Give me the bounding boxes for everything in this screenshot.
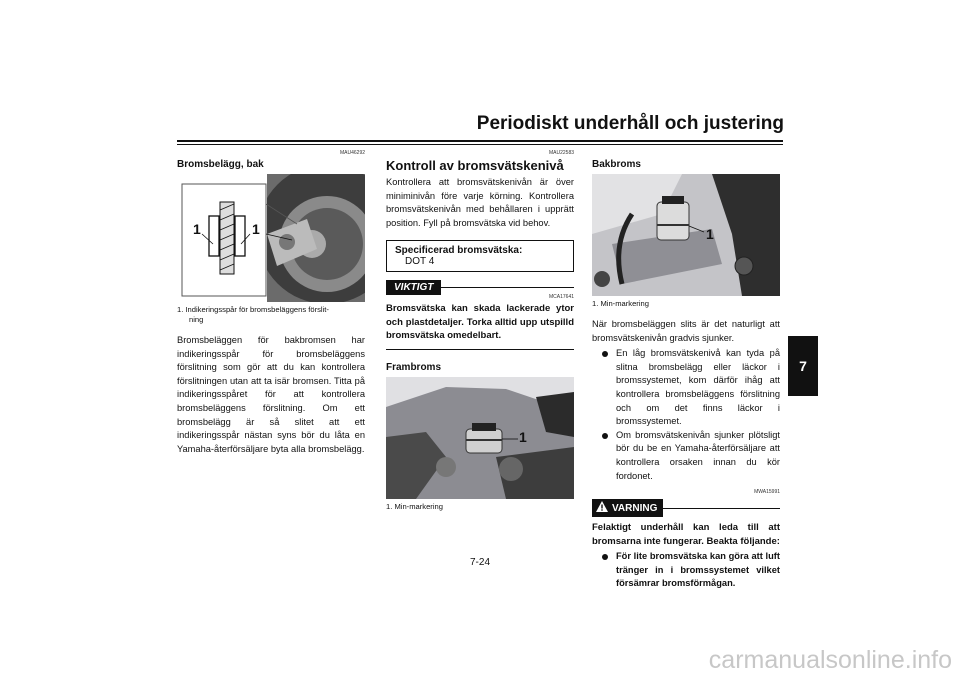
spec-box: [386, 240, 574, 272]
warning-triangle-icon: [596, 501, 608, 515]
figure-callout: 1: [519, 428, 527, 445]
warning-rule: [663, 508, 780, 509]
page-title: Periodiskt underhåll och justering: [476, 113, 784, 134]
list-item: [602, 429, 780, 483]
rear-brake-figure: [592, 174, 780, 296]
brake-pad-figure: [177, 174, 365, 302]
figure-callout-right: 1: [252, 221, 260, 237]
header-rule-thin: [177, 144, 783, 145]
notice-rule: [441, 287, 574, 288]
column-fluid-level: [386, 150, 574, 512]
warning-header: [592, 499, 780, 517]
brake-pad-illustration: [177, 174, 365, 302]
figure-caption: 1. Min-markering: [592, 299, 649, 308]
column-rear-brake-pads: [177, 150, 365, 456]
watermark: carmanualsonline.info: [708, 646, 952, 674]
section-code: MAU46292: [339, 150, 365, 156]
list-item-text: Om bromsvätskenivån sjunker plötsligt bör du be en Yamaha-återförsäljare att kontrollera orsaken innan du kör fordonet.: [616, 429, 780, 481]
body-text: Bromsbeläggen för bakbromsen har indikeringsspår för bromsbeläggens förslitning som gör att du kan kontrollera förslitningen utan att ta isär bromsen. Titta på indikeringsspåret för att kontrollera bromsbeläggens förslitning. Om ett bromsbelägg är så slitet att ett indikeringsspår nästan syns bör du låta en Yamaha-återförsäljare byta alla bromsbelägg.: [177, 335, 365, 454]
notice-header: [386, 280, 574, 295]
warning-badge: [592, 499, 663, 517]
spec-title: Specificerad bromsvätska:: [395, 245, 523, 257]
bullet-icon: [602, 433, 608, 439]
chapter-tab: 7: [788, 336, 818, 396]
notice-end-rule: [386, 349, 574, 350]
bullet-icon: [602, 351, 608, 357]
section-heading: Bromsbelägg, bak: [177, 159, 264, 170]
warning-text: Felaktigt underhåll kan leda till att bromsarna inte fungerar. Beakta följande:: [592, 522, 780, 547]
rear-brake-illustration: [592, 174, 780, 296]
rear-brake-heading: Bakbroms: [592, 159, 641, 170]
front-brake-figure: [386, 377, 574, 499]
spec-value: DOT 4: [405, 256, 435, 268]
body-text: Kontrollera att bromsvätskenivån är över miniminivån före varje körning. Kontrollera bromsvätskenivån med behållaren i upprätt position. Fyll på bromsvätska vid behov.: [386, 177, 574, 228]
figure-callout: 1: [706, 226, 714, 242]
notice-code: MCA17641: [548, 294, 574, 301]
section-heading: Kontroll av bromsvätskenivå: [386, 158, 564, 173]
warning-label: VARNING: [612, 502, 658, 514]
column-rear-brake: [592, 150, 780, 591]
figure-caption: 1. Min-markering: [386, 501, 443, 511]
list-item: [602, 347, 780, 429]
body-text: När bromsbeläggen slits är det naturligt att bromsvätskenivån gradvis sjunker.: [592, 319, 780, 343]
figure-callout-left: 1: [193, 221, 201, 237]
header-rule: [177, 140, 783, 142]
warning-code: MWA15991: [754, 489, 780, 496]
front-brake-heading: Frambroms: [386, 361, 442, 373]
list-item-text: En låg bromsvätskenivå kan tyda på slitna bromsbelägg eller läckor i bromssystemet, kom därför ihåg att kontrollera bromsbeläggens förslitning och om det finns läckor i bromssystemet.: [616, 348, 780, 427]
column-spacer: [592, 150, 780, 158]
bullet-list: [592, 347, 780, 483]
caption-line-1: 1. Indikeringsspår för bromsbeläggens förslit-: [177, 305, 329, 314]
front-brake-illustration: [386, 377, 574, 499]
figure-caption: [177, 305, 365, 325]
list-item-text: För lite bromsvätska kan göra att luft tränger in i bromssystemet vilket försämrar bromsförmågan.: [616, 551, 780, 589]
caption-line-2: ning: [189, 315, 204, 324]
section-code: MAU22583: [548, 150, 574, 156]
notice-text: Bromsvätska kan skada lackerade ytor och plastdetaljer. Torka alltid upp utspilld bromsvätska omedelbart.: [386, 303, 574, 342]
notice-badge: VIKTIGT: [386, 280, 441, 295]
page-number: 7-24: [469, 557, 490, 568]
